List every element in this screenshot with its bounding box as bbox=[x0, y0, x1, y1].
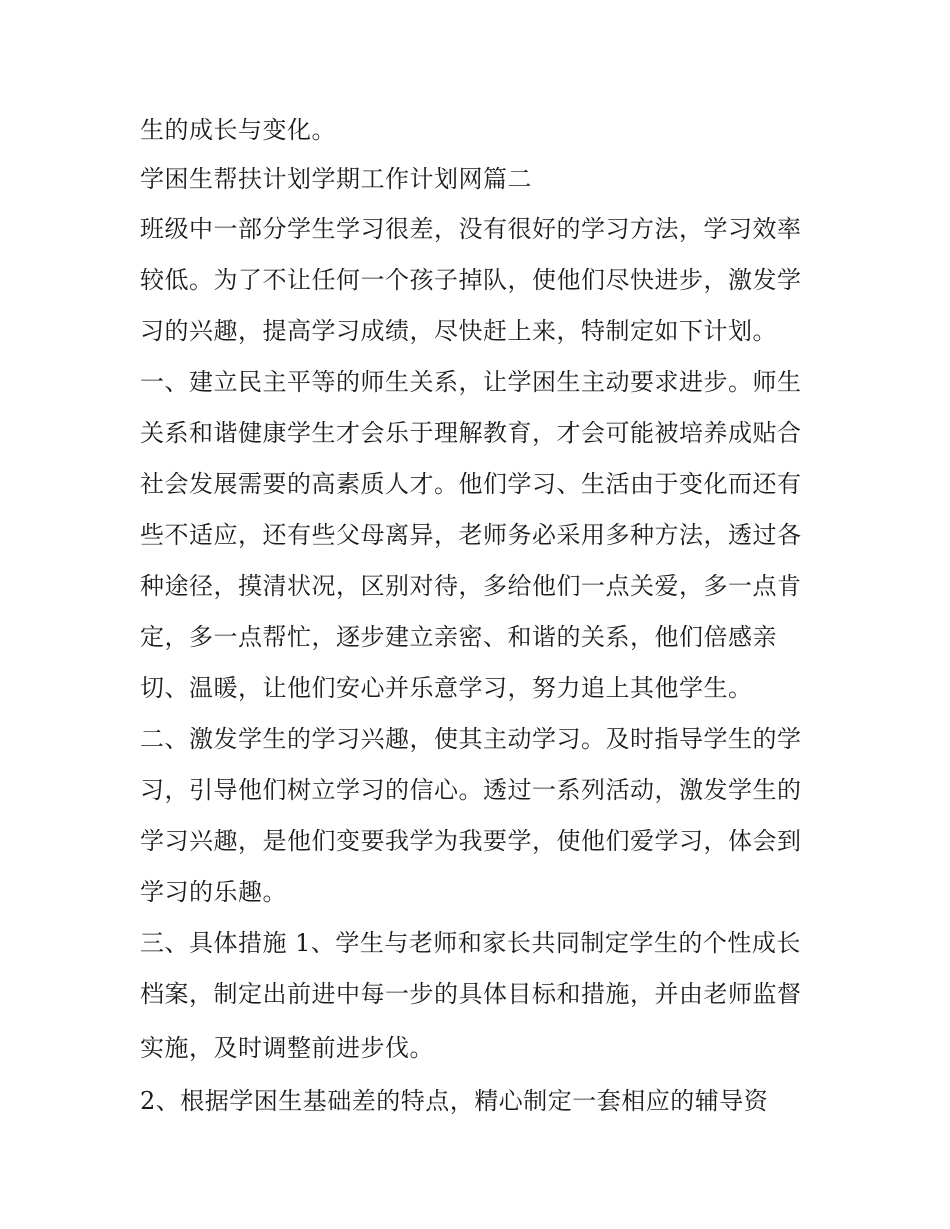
text-line: 较低。为了不让任何一个孩子掉队，使他们尽快进步，激发学 bbox=[140, 266, 802, 294]
text-line: 学习兴趣，是他们变要我学为我要学，使他们爱学习，体会到 bbox=[140, 827, 802, 855]
body-text bbox=[140, 106, 820, 1127]
text-line: 习的兴趣，提高学习成绩，尽快赶上来，特制定如下计划。 bbox=[140, 317, 777, 345]
text-line: 切、温暖，让他们安心并乐意学习，努力追上其他学生。 bbox=[140, 674, 753, 702]
text-line: 些不适应，还有些父母离异，老师务必采用多种方法，透过各 bbox=[140, 521, 802, 549]
text-line: 关系和谐健康学生才会乐于理解教育，才会可能被培养成贴合 bbox=[140, 419, 802, 447]
text-line: 习，引导他们树立学习的信心。透过一系列活动，激发学生的 bbox=[140, 776, 802, 804]
section-heading: 学困生帮扶计划学期工作计划网篇二 bbox=[140, 165, 532, 193]
text-line: 档案，制定出前进中每一步的具体目标和措施，并由老师监督 bbox=[140, 980, 802, 1008]
text-line: 生的成长与变化。 bbox=[140, 116, 336, 144]
text-line: 定，多一点帮忙，逐步建立亲密、和谐的关系，他们倍感亲 bbox=[140, 623, 777, 651]
text-line: 学习的乐趣。 bbox=[140, 878, 287, 906]
text-line: 实施，及时调整前进步伐。 bbox=[140, 1034, 434, 1062]
text-line: 2、根据学困生基础差的特点，精心制定一套相应的辅导资 bbox=[140, 1087, 769, 1115]
text-line: 二、激发学生的学习兴趣，使其主动学习。及时指导学生的学 bbox=[140, 725, 802, 753]
text-line: 种途径，摸清状况，区别对待，多给他们一点关爱，多一点肯 bbox=[140, 572, 802, 600]
text-line: 三、具体措施 1、学生与老师和家长共同制定学生的个性成长 bbox=[140, 929, 801, 957]
text-line: 班级中一部分学生学习很差，没有很好的学习方法，学习效率 bbox=[140, 215, 802, 243]
text-line: 一、建立民主平等的师生关系，让学困生主动要求进步。师生 bbox=[140, 368, 802, 396]
text-line: 社会发展需要的高素质人才。他们学习、生活由于变化而还有 bbox=[140, 470, 802, 498]
